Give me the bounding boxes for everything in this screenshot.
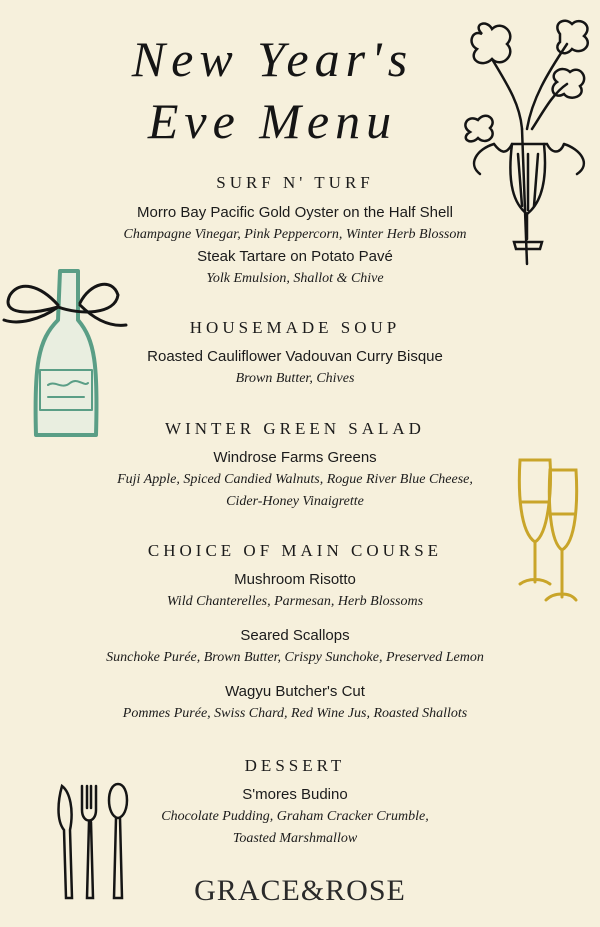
menu-item-name: S'mores Budino (242, 786, 348, 803)
menu-item-description: Brown Butter, Chives (235, 371, 355, 386)
menu-item-description: Champagne Vinegar, Pink Peppercorn, Winter Herb Blossom (123, 227, 467, 242)
section-heading: HOUSEMADE SOUP (189, 318, 401, 337)
menu-item-name: Morro Bay Pacific Gold Oyster on the Half Shell (137, 204, 453, 221)
section-heading: DESSERT (244, 756, 346, 775)
menu-item-name: Wagyu Butcher's Cut (225, 683, 365, 700)
menu-item-name: Roasted Cauliflower Vadouvan Curry Bisque (147, 348, 443, 365)
menu-title-line-2: Eve Menu (147, 93, 398, 149)
menu-item-name: Steak Tartare on Potato Pavé (197, 248, 393, 265)
menu-item-description: Sunchoke Purée, Brown Butter, Crispy Sunchoke, Preserved Lemon (106, 650, 484, 665)
menu-item-description-line-2: Toasted Marshmallow (232, 831, 358, 846)
section-housemade-soup (0, 317, 590, 390)
section-heading: CHOICE OF MAIN COURSE (147, 541, 443, 560)
menu-item-description: Fuji Apple, Spiced Candied Walnuts, Rogue River Blue Cheese, (117, 472, 473, 487)
section-winter-green-salad (0, 418, 590, 513)
menu-item-description: Wild Chanterelles, Parmesan, Herb Blossoms (166, 594, 424, 609)
menu-item-name: Mushroom Risotto (234, 571, 356, 588)
menu-title-line-1: New Year's (131, 31, 414, 87)
section-main-course (0, 540, 590, 725)
section-heading: SURF N' TURF (216, 173, 374, 192)
section-dessert (0, 755, 590, 850)
menu-item-description: Yolk Emulsion, Shallot & Chive (206, 271, 384, 286)
brand-logo: GRACE&ROSE (194, 874, 406, 907)
section-heading: WINTER GREEN SALAD (165, 419, 425, 438)
section-surf-n-turf (0, 172, 590, 290)
menu-item-name: Seared Scallops (240, 627, 350, 644)
menu-item-description: Pommes Purée, Swiss Chard, Red Wine Jus, Roasted Shallots (122, 706, 468, 721)
menu-item-name: Windrose Farms Greens (213, 449, 377, 466)
menu-item-description: Chocolate Pudding, Graham Cracker Crumble, (161, 809, 429, 824)
menu-item-description-line-2: Cider-Honey Vinaigrette (226, 494, 364, 509)
